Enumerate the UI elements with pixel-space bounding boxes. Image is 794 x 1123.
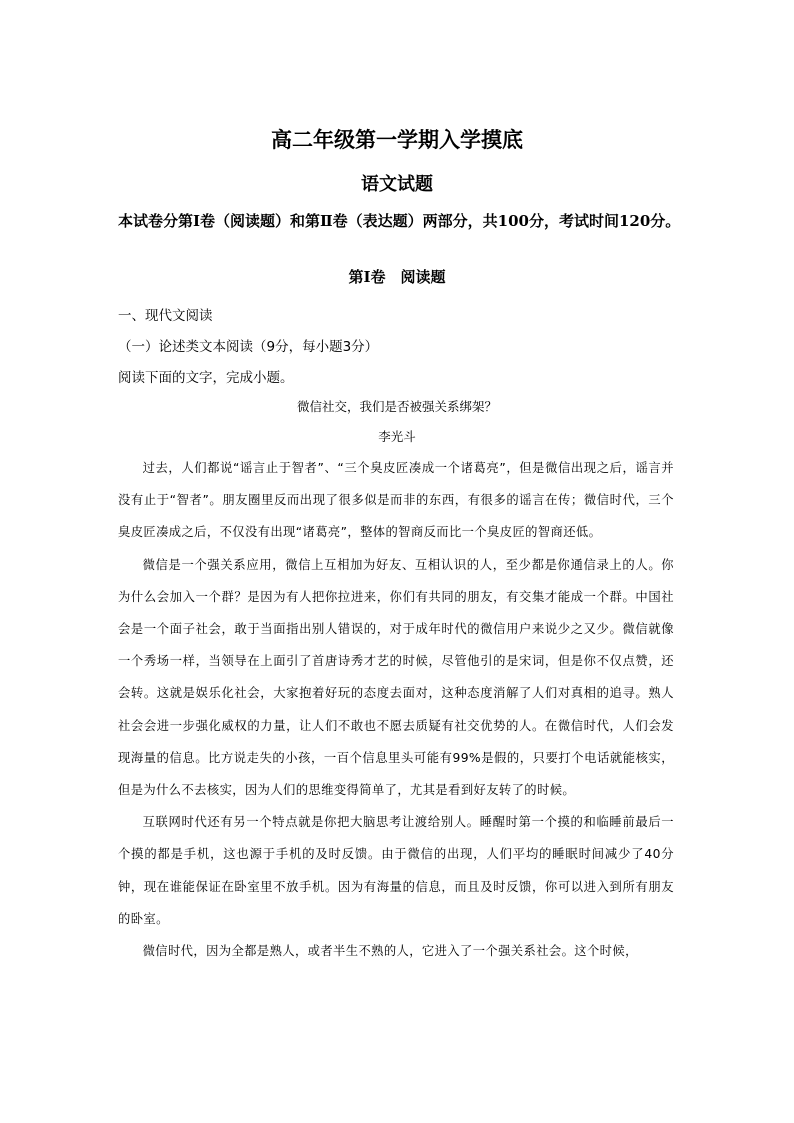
article-body: [118, 452, 674, 967]
article-paragraph: 互联网时代还有另一个特点就是你把大脑思考让渡给别人。睡醒时第一个摸的和临睡前最后一个摸的都是手机，这也源于手机的及时反馈。由于微信的出现，人们平均的睡眠时间减少了40分钟，现在谁能保证在卧室里不放手机。因为有海量的信息，而且及时反馈，你可以进入到所有朋友的卧室。: [118, 815, 674, 926]
part-heading: 一、现代文阅读: [118, 308, 213, 324]
article-paragraph: 过去，人们都说“谣言止于智者”、“三个臭皮匠凑成一个诸葛亮”，但是微信出现之后，谣言并没有止于“智者”。朋友圈里反而出现了很多似是而非的东西，有很多的谣言在传；微信时代，三个臭皮匠凑成之后，不仅没有出现“诸葛亮”，整体的智商反而比一个臭皮匠的智商还低。: [118, 461, 674, 540]
article-paragraph: 微信是一个强关系应用，微信上互相加为好友、互相认识的人，至少都是你通信录上的人。你为什么会加入一个群？是因为有人把你拉进来，你们有共同的朋友，有交集才能成一个群。中国社会是一个面子社会，敢于当面指出别人错误的，对于成年时代的微信用户来说少之又少。微信就像一个秀场一样，当领导在上面引了首唐诗秀才艺的时候，尽管他引的是宋词，但是你不仅点赞，还会转。这就是娱乐化社会，大家抱着好玩的态度去面对，这种态度消解了人们对真相的追寻。熟人社会会进一步强化威权的力量，让人们不敢也不愿去质疑有社交优势的人。在微信时代，人们会发现海量的信息。比方说走失的小孩，一百个信息里头可能有99%是假的，只要打个电话就能核实，但是为什么不去核实，因为人们的思维变得简单了，尤其是看到好友转了的时候。: [118, 557, 674, 798]
instruction-text: 阅读下面的文字，完成小题。: [118, 370, 294, 386]
exam-intro: 本试卷分第Ⅰ卷（阅读题）和第Ⅱ卷（表达题）两部分，共100分，考试时间120分。: [118, 212, 681, 230]
exam-title: 高二年级第一学期入学摸底: [271, 127, 523, 152]
subpart-heading: （一）论述类文本阅读（9分，每小题3分）: [118, 339, 379, 355]
article-title: 微信社交，我们是否被强关系绑架？: [296, 399, 497, 414]
section-heading: 第Ⅰ卷 阅读题: [348, 268, 446, 286]
article-paragraph: 微信时代，因为全都是熟人，或者半生不熟的人，它进入了一个强关系社会。这个时候，: [142, 944, 638, 959]
subject-title: 语文试题: [361, 174, 433, 195]
article-author: 李光斗: [378, 429, 416, 444]
